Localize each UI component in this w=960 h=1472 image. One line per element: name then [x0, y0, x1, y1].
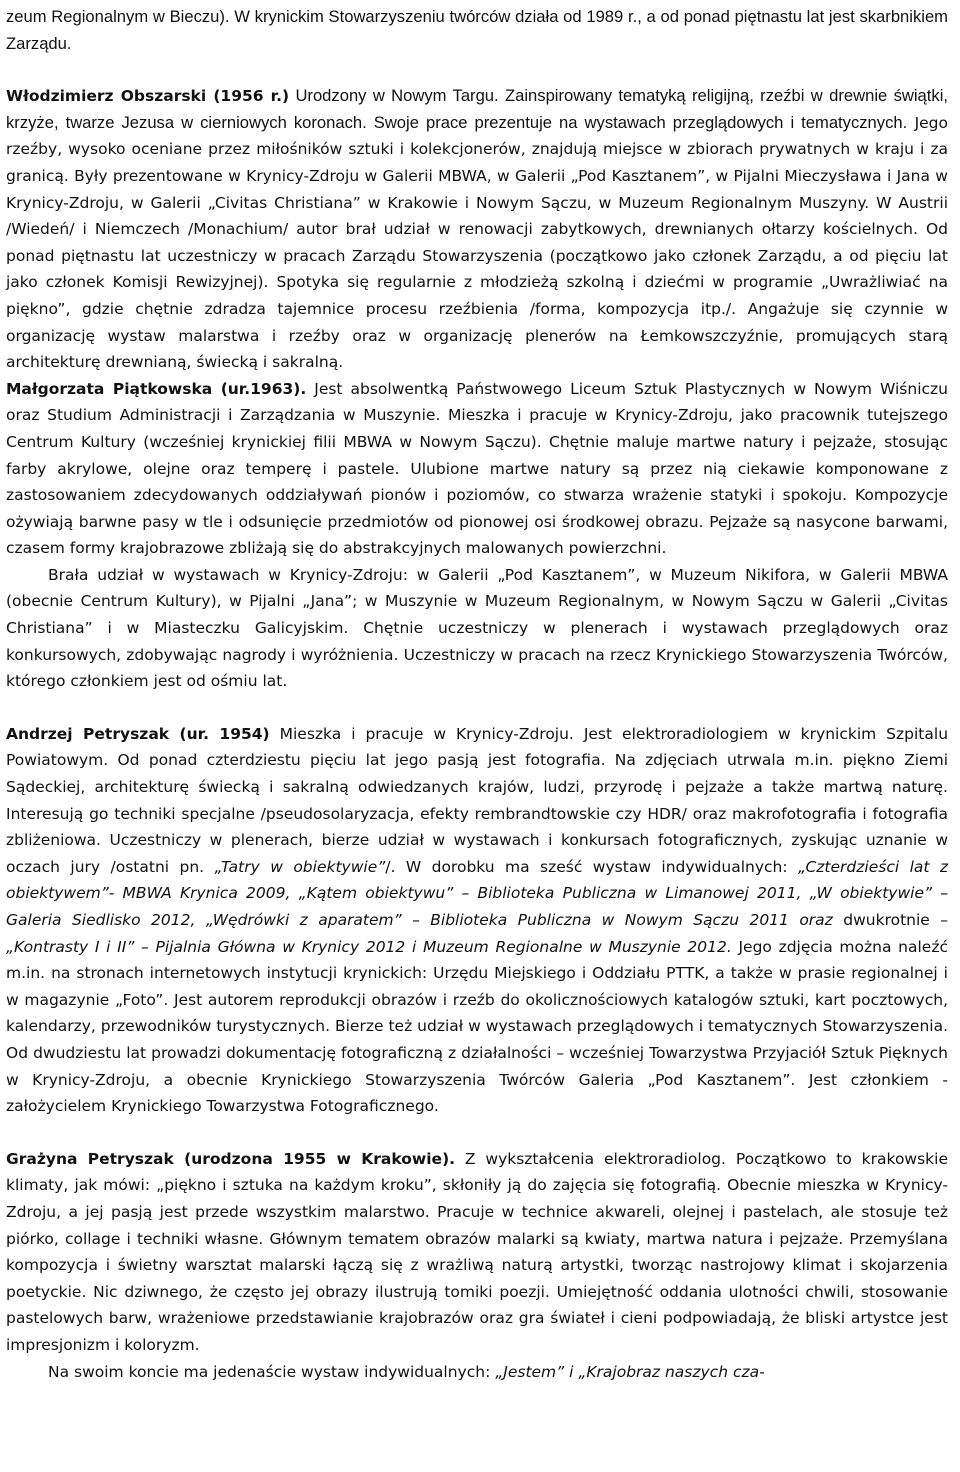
- piatkowska-text: Jest absolwentką Państwowego Liceum Sztuk Plastycznych w Nowym Wiśniczu oraz Studium Administracji i Zarządzania w Muszynie. Mieszka i pracuje w Krynicy-Zdroju, jako pracownik tutejszego Centrum Kultury (wcześniej krynickiej filii MBWA w Nowym Sączu). Chętnie maluje martwe natury i pejzaże, stosując farby akrylowe, olejne oraz temperę i pastele. Ulubione martwe natury są przez nią ciekawie komponowane z zastosowaniem zdecydowanych oddziaływań pionów i poziomów, co stwarza wrażenie statyki i spokoju. Kompozycje ożywiają barwne pasy w tle i odsunięcie przedmiotów od pionowej osi środkowej obrazu. Pejzaże są nasycone barwami, czasem formy krajobrazowe zbliżają się do abstrakcyjnych malowanych powierzchni.: [6, 379, 948, 558]
- artist-name-piatkowska: Małgorzata Piątkowska (ur.1963).: [6, 379, 307, 398]
- paragraph-gap: [6, 1120, 948, 1146]
- piatkowska-exhibitions-text: Brała udział w wystawach w Krynicy-Zdroju: w Galerii „Pod Kasztanem”, w Muzeum Nikifora, w Galerii MBWA (obecnie Centrum Kultury), w Pijalni „Jana”; w Muszynie w Muzeum Regionalnym, w Nowym Sączu w Galerii „Civitas Christiana” i w Miasteczku Galicyjskim. Chętnie uczestniczy w plenerach i wystawach przeglądowych oraz konkursowych, zdobywając nagrody i wyróżnienia. Uczestniczy w pracach na rzecz Krynickiego Stowarzyszenia Twórców, którego członkiem jest od ośmiu lat.: [6, 565, 948, 691]
- obszarski-text-c: Od ponad piętnastu lat uczestniczy w pracach Zarządu Stowarzyszenia (początkowo jako członek Zarządu, a od pięciu lat jako członek Komisji Rewizyjnej). Spotyka się regularnie z młodzieżą szkolną i dziećmi w programie „Uwrażliwiać na piękno”, gdzie chętnie zdradza tajemnice procesu rzeźbienia /forma, kompozycja itp./. Angażuje się czynnie w organizację wystaw malarstwa i rzeźby oraz w organizację plenerów na Łemkowszczyźnie, promujących starą architekturę drewnianą, świecką i sakralną.: [6, 220, 948, 372]
- grazyna-exhibitions-italic: „Jestem” i „Krajobraz naszych cza-: [495, 1362, 765, 1381]
- andrzej-text-d: Jego zdjęcia można naleźć m.in. na stronach internetowych instytucji krynickich: Urzędu Miejskiego i Oddziału PTTK, a także w prasie regionalnej i w magazynie „Foto”. Jest autorem reprodukcji obrazów i rzeźb do okolicznościowych katalogów sztuki, kart pocztowych, kalendarzy, przewodników turystycznych. Bierze też udział w wystawach przeglądowych i tematycznych Stowarzyszenia. Od dwudziestu lat prowadzi dokumentację fotograficzną z działalności – wcześniej Towarzystwa Przyjaciół Sztuk Pięknych w Krynicy-Zdroju, a obecnie Krynickiego Stowarzyszenia Twórców Galeria „Pod Kasztanem”. Jest członkiem - założycielem Krynickiego Towarzystwa Fotograficznego.: [6, 937, 948, 1116]
- grazyna-exhibitions-text: Na swoim koncie ma jedenaście wystaw indywidualnych:: [48, 1362, 496, 1381]
- andrzej-italic-a: „Tatry w obiektywie”: [214, 857, 386, 876]
- paragraph-gap: [6, 695, 948, 721]
- intro-text: zeum Regionalnym w Bieczu). W krynickim Stowarzyszeniu twórców działa od 1989 r., a od ponad piętnastu lat jest skarbnikiem Zarządu.: [6, 7, 948, 53]
- grazyna-text: Z wykształcenia elektroradiolog. Początkowo to krakowskie klimaty, jak mówi: „piękno i sztuka na każdym kroku”, skłoniły ją do zajęcia się fotografią. Obecnie mieszka w Krynicy-Zdroju, a jej pasją jest przede wszystkim malarstwo. Pracuje w technice akwareli, olejnej i pastelach, ale stosuje też piórko, collage i techniki własne. Głównym tematem obrazów malarki są kwiaty, martwa natura i pejzaże. Przemyślana kompozycja i świetny warsztat malarski łączą się z wrażliwą naturą artystki, tworząc nastrojowy klimat i skojarzenia poetyckie. Nic dziwnego, że często jej obrazy ilustrują tomiki poezji. Umiejętność oddania ulotności chwili, stosowanie pastelowych barw, wrażeniowe przedstawianie krajobrazów oraz gra świateł i cieni podpowiadają, że bliski artystce jest impresjonizm i koloryzm.: [6, 1149, 948, 1354]
- paragraph-andrzej-petryszak: [6, 721, 948, 1120]
- obszarski-text-b: Jego rzeźby, wysoko oceniane przez miłośników sztuki i kolekcjonerów, znajdują miejsce w zbiorach prywatnych w kraju i za granicą. Były prezentowane w Krynicy-Zdroju w Galerii MBWA, w Galerii „Pod Kasztanem”, w Pijalni Mieczysława i Jana w Krynicy-Zdroju, w Galerii „Civitas Christiana” w Krakowie i Nowym Sączu, w Muzeum Regionalnym Muszyny. W Austrii /Wiedeń/ i Niemczech /Monachium/ autor brał udział w renowacji zabytkowych, drewnianych ołtarzy kościelnych.: [6, 113, 948, 239]
- obszarski-text-a: Urodzony w Nowym Targu. Zainspirowany tematyką religijną, rzeźbi w drewnie świątki, krzyże, twarze Jezusa w cierniowych koronach. Swoje prace prezentuje na wystawach przeglądowych i tematycznych.: [6, 86, 948, 132]
- paragraph-obszarski: [6, 83, 948, 376]
- andrzej-text-b: /. W dorobku ma sześć wystaw indywidualnych:: [385, 857, 798, 876]
- paragraph-gap: [6, 57, 948, 83]
- artist-name-grazyna: Grażyna Petryszak (urodzona 1955 w Krakowie).: [6, 1149, 456, 1168]
- paragraph-piatkowska-exhibitions: [6, 562, 948, 695]
- paragraph-grazyna-exhibitions: [6, 1359, 948, 1386]
- andrzej-text-c: dwukrotnie –: [832, 911, 948, 929]
- andrzej-italic-b: „Czterdzieści lat z obiektywem”- MBWA Krynica 2009, „Kątem obiektywu” – Biblioteka Publiczna w Limanowej 2011, „W obiektywie” – Galeria Siedlisko 2012, „Wędrówki z aparatem” – Biblioteka Publiczna w Nowym Sączu 2011 oraz: [6, 857, 949, 929]
- artist-name-obszarski: Włodzimierz Obszarski (1956 r.): [6, 87, 290, 106]
- andrzej-italic-c: „Kontrasty I i II” – Pijalnia Główna w Krynicy 2012 i Muzeum Regionalne w Muszynie 2012.: [6, 937, 732, 956]
- artist-name-andrzej: Andrzej Petryszak (ur. 1954): [6, 724, 270, 743]
- paragraph-piatkowska: [6, 376, 948, 562]
- paragraph-intro: [6, 4, 948, 57]
- andrzej-text-a: Mieszka i pracuje w Krynicy-Zdroju. Jest elektroradiologiem w krynickim Szpitalu Powiatowym. Od ponad czterdziestu pięciu lat jego pasją jest fotografia. Na zdjęciach utrwala m.in. piękno Ziemi Sądeckiej, architekturę świecką i sakralną odwiedzanych krajów, ludzi, przyrodę i pejzaże a także martwą naturę. Interesują go techniki specjalne /pseudosolaryzacja, efekty rembrandtowskie czy HDR/ oraz makrofotografia i fotografia zbliżeniowa. Uczestniczy w plenerach, bierze udział w wystawach i konkursach fotograficznych, zyskując uznanie w oczach jury /ostatni pn.: [6, 724, 949, 876]
- paragraph-grazyna-petryszak: [6, 1146, 948, 1359]
